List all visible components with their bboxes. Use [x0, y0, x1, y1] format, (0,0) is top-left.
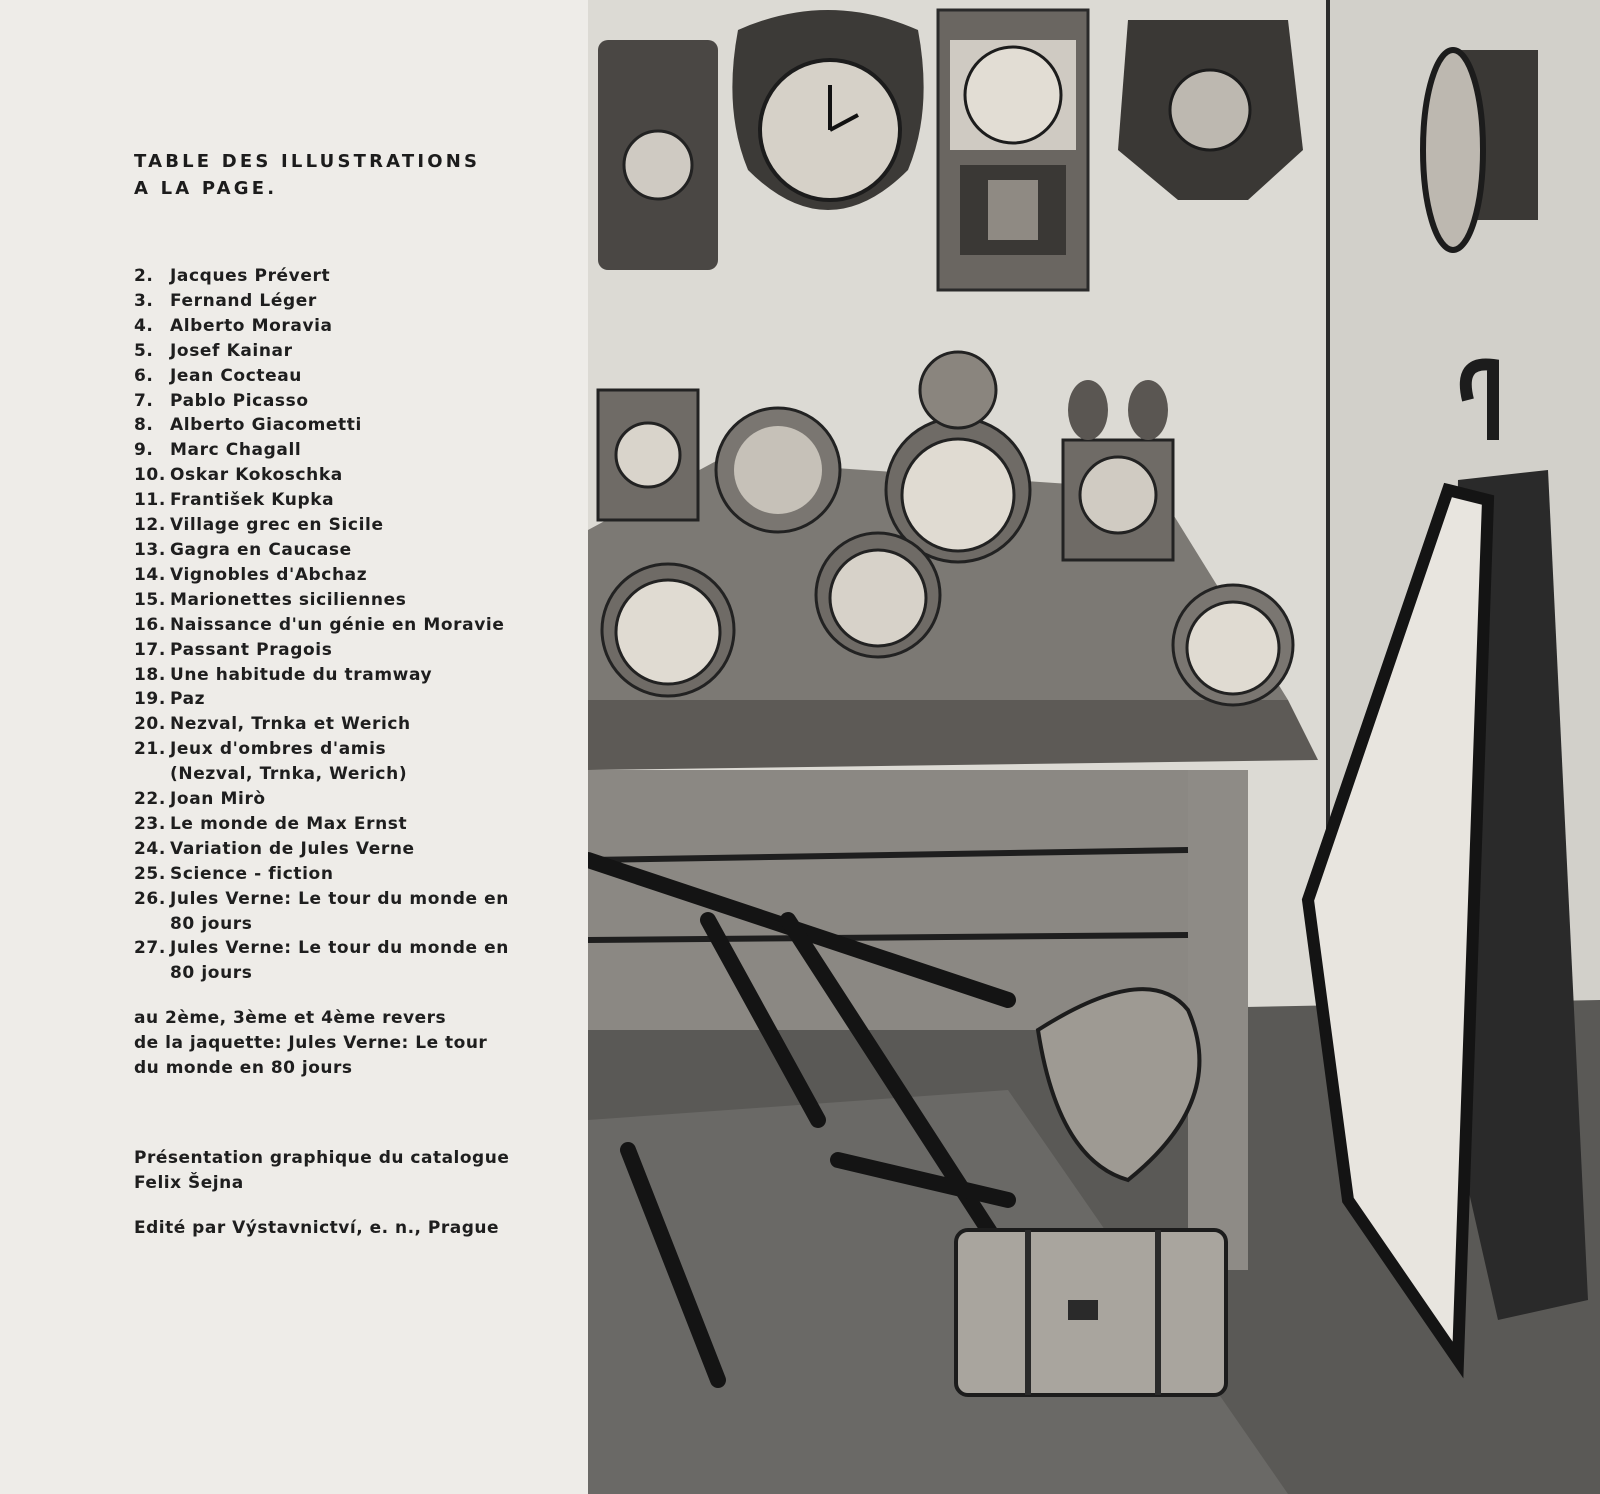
- wall-clock: [732, 10, 923, 210]
- illustration-page-number: 7.: [134, 390, 154, 411]
- illustration-title: Jeux d'ombres d'amis (Nezval, Trnka, Werich): [170, 739, 408, 785]
- alarm-clock: [716, 408, 840, 532]
- illustration-title: Village grec en Sicile: [170, 515, 384, 536]
- illustration-entry: [134, 837, 574, 862]
- illustration-entry: [134, 389, 574, 414]
- collage-illustration: [588, 0, 1600, 1494]
- illustration-page-number: 21.: [134, 739, 166, 760]
- illustration-title: Alberto Giacometti: [170, 415, 362, 436]
- illustration-entry: [134, 413, 574, 438]
- illustration-entry: [134, 264, 574, 289]
- collage-artwork: [588, 0, 1600, 1494]
- illustration-title: Naissance d'un génie en Moravie: [170, 614, 505, 635]
- alarm-clock: [1173, 585, 1293, 705]
- illustration-title: Gagra en Caucase: [170, 539, 352, 560]
- jacket-note: [134, 1006, 554, 1081]
- illustration-page-number: 23.: [134, 813, 166, 834]
- illustration-page-number: 6.: [134, 365, 154, 386]
- illustration-entry: [134, 687, 574, 712]
- illustration-page-number: 20.: [134, 714, 166, 735]
- illustration-title: Nezval, Trnka et Werich: [170, 714, 411, 735]
- illustration-title: Fernand Léger: [170, 290, 317, 311]
- illustration-title: Variation de Jules Verne: [170, 838, 415, 859]
- illustration-page-number: 27.: [134, 938, 166, 959]
- illustration-entry: [134, 513, 574, 538]
- illustration-title: Vignobles d'Abchaz: [170, 564, 368, 585]
- illustration-page-number: 22.: [134, 789, 166, 810]
- illustration-entry: [134, 787, 574, 812]
- illustration-page-number: 9.: [134, 440, 154, 461]
- illustration-entry: [134, 887, 574, 937]
- illustration-page-number: 24.: [134, 838, 166, 859]
- title-line-2: A LA PAGE.: [134, 178, 278, 199]
- illustration-entry: [134, 563, 574, 588]
- page-title: [134, 148, 554, 202]
- illustration-page-number: 26.: [134, 888, 166, 909]
- illustrations-list: [134, 264, 574, 986]
- illustration-entry: [134, 812, 574, 837]
- illustration-title: Paz: [170, 689, 206, 710]
- design-credit-line: Présentation graphique du catalogue: [134, 1148, 510, 1168]
- illustration-page-number: 5.: [134, 340, 154, 361]
- illustration-title: Jean Cocteau: [170, 365, 303, 386]
- jacket-note-line: de la jaquette: Jules Verne: Le tour: [134, 1033, 488, 1053]
- illustration-title: Pablo Picasso: [170, 390, 309, 411]
- illustration-title: Marionettes siciliennes: [170, 589, 407, 610]
- illustration-page-number: 13.: [134, 539, 166, 560]
- wall-clock: [938, 10, 1088, 290]
- illustration-title: Science - fiction: [170, 863, 334, 884]
- illustration-title: Joan Mirò: [170, 789, 266, 810]
- illustration-page-number: 18.: [134, 664, 166, 685]
- illustration-page-number: 10.: [134, 465, 166, 486]
- illustration-title: František Kupka: [170, 490, 335, 511]
- alarm-clock: [816, 533, 940, 657]
- jacket-note-line: du monde en 80 jours: [134, 1058, 353, 1078]
- illustration-page-number: 11.: [134, 490, 166, 511]
- illustration-title: Le monde de Max Ernst: [170, 813, 408, 834]
- illustrations-index-page: [0, 0, 589, 1494]
- credits-block: [134, 1146, 554, 1241]
- illustration-entry: [134, 314, 574, 339]
- illustration-entry: [134, 463, 574, 488]
- jacket-note-line: au 2ème, 3ème et 4ème revers: [134, 1008, 447, 1028]
- suitcase: [956, 1230, 1226, 1395]
- illustration-title: Une habitude du tramway: [170, 664, 433, 685]
- illustration-title: Marc Chagall: [170, 440, 302, 461]
- illustration-page-number: 25.: [134, 863, 166, 884]
- illustration-entry: [134, 862, 574, 887]
- illustration-title: Jules Verne: Le tour du monde en 80 jours: [170, 938, 509, 984]
- illustration-entry: [134, 638, 574, 663]
- illustration-title: Jules Verne: Le tour du monde en 80 jours: [170, 888, 509, 934]
- illustration-page-number: 2.: [134, 266, 154, 286]
- illustration-title: Josef Kainar: [170, 340, 293, 361]
- illustration-entry: [134, 613, 574, 638]
- illustration-entry: [134, 936, 574, 986]
- illustration-title: Oskar Kokoschka: [170, 465, 343, 486]
- illustration-entry: [134, 538, 574, 563]
- illustration-page-number: 16.: [134, 614, 166, 635]
- illustration-entry: [134, 364, 574, 389]
- illustration-entry: [134, 488, 574, 513]
- wall-clock: [1423, 50, 1538, 250]
- design-credit-name: Felix Šejna: [134, 1173, 244, 1193]
- wall-clock: [1118, 20, 1303, 200]
- alarm-clock: [598, 390, 698, 520]
- alarm-clock: [602, 564, 734, 696]
- illustration-entry: [134, 438, 574, 463]
- illustration-entry: [134, 712, 574, 737]
- illustration-entry: [134, 289, 574, 314]
- illustration-entry: [134, 339, 574, 364]
- illustration-title: Jacques Prévert: [170, 266, 331, 286]
- illustration-entry: [134, 737, 574, 787]
- illustration-page-number: 4.: [134, 315, 154, 336]
- illustration-page-number: 8.: [134, 415, 154, 436]
- title-line-1: TABLE DES ILLUSTRATIONS: [134, 151, 481, 172]
- publisher-line: Edité par Výstavnictví, e. n., Prague: [134, 1218, 500, 1238]
- illustration-entry: [134, 588, 574, 613]
- illustration-title: Passant Pragois: [170, 639, 333, 660]
- wall-clock: [598, 40, 718, 270]
- illustration-page-number: 12.: [134, 515, 166, 536]
- illustration-page-number: 15.: [134, 589, 166, 610]
- illustration-page-number: 14.: [134, 564, 166, 585]
- illustration-page-number: 3.: [134, 290, 154, 311]
- illustration-entry: [134, 663, 574, 688]
- illustration-title: Alberto Moravia: [170, 315, 333, 336]
- illustration-page-number: 17.: [134, 639, 166, 660]
- illustration-page-number: 19.: [134, 689, 166, 710]
